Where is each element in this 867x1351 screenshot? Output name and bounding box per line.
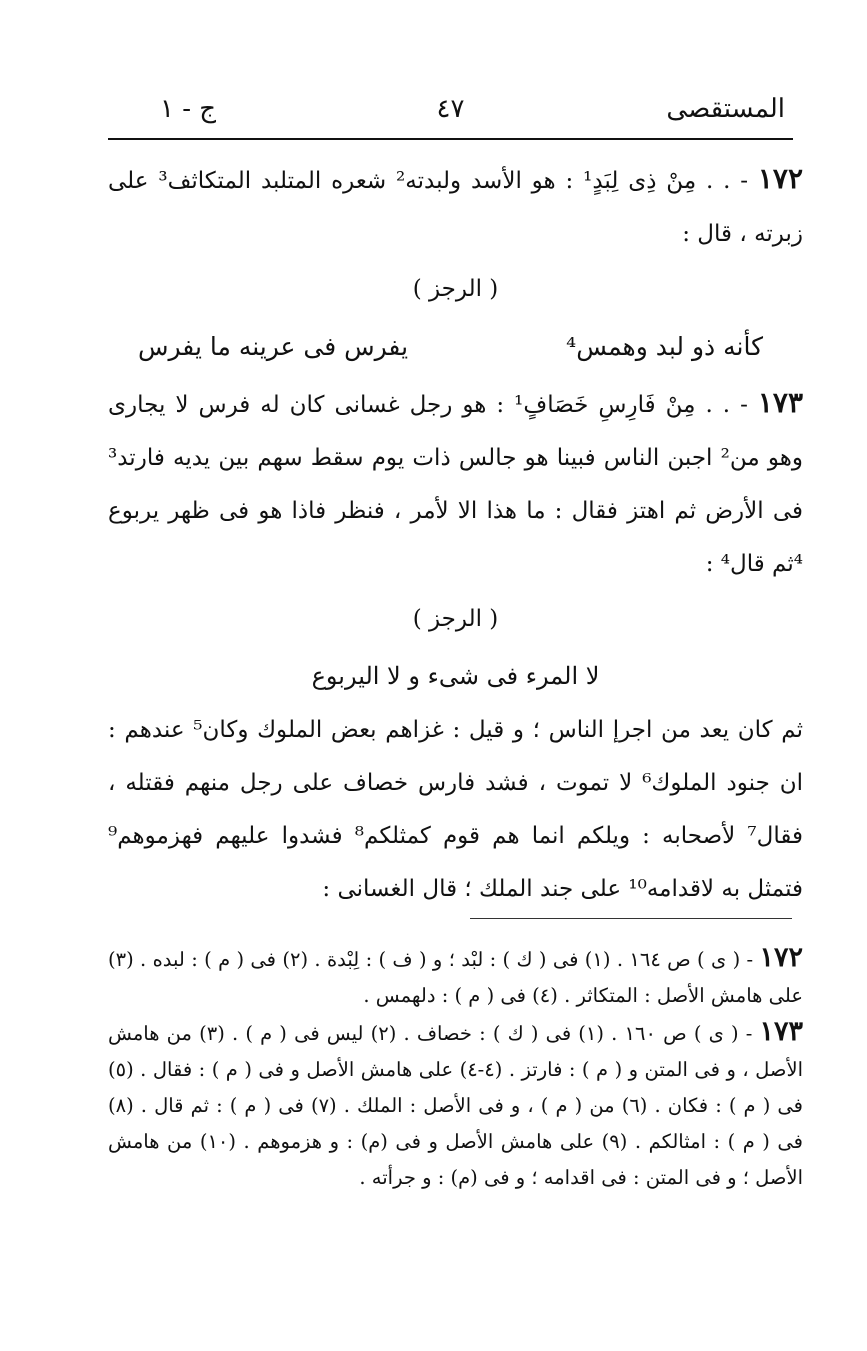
page-number: ٤٧: [436, 94, 465, 124]
meter-label: ( الرجز ): [412, 606, 499, 632]
book-title: المستقصى: [666, 94, 785, 124]
verse-line: لا المرء فى شىء و لا اليربوع: [311, 662, 600, 690]
footnote-number: ١٧٣: [759, 1016, 804, 1047]
verse-first-hemistich: كأنه ذو لبد وهمس⁴: [566, 332, 763, 361]
entry-number: ١٧٣: [757, 386, 803, 419]
verse-line: [108, 318, 803, 376]
entry-text: - . . مِنْ ذِى لِبَدٍ¹ : هو الأسد ولبدته² شعره المتلبد المتكاثف³ على زبرته ، قال :: [108, 168, 803, 247]
entry-173-continuation: ثم كان يعد من اجرإ الناس ؛ و قيل : غزاهم بعض الملوك وكان⁵ عندهم : ان جنود الملوك⁶ لا تموت ، فشد فارس خصاف على رجل منهم فقتله ، فقال⁷ لأصحابه : ويلكم انما هم قوم كمثلكم⁸ فشدوا عليهم فهزموهم⁹ فتمثل به لاقدامه¹⁰ على جند الملك ؛ قال الغسانى :: [108, 717, 803, 902]
entry-172: [108, 152, 803, 261]
footnote-172: [108, 940, 803, 1014]
footnote-text: - ( ى ) ص ١٦٤ . (١) فى ( ك ) : لبْد ؛ و ( ف ) : لِبْدة . (٢) فى ( م ) : لبده . (٣) على هامش الأصل : المتكاثر . (٤) فى ( م ) : دلهمس .: [108, 948, 803, 1007]
footnote-number: ١٧٢: [759, 942, 804, 973]
footnote-divider: [470, 918, 792, 919]
footnotes: [108, 940, 803, 1196]
header-rule: [108, 138, 793, 140]
footnote-text: - ( ى ) ص ١٦٠ . (١) فى ( ك ) : خصاف . (٢) ليس فى ( م ) . (٣) من هامش الأصل ، و فى المتن و ( م ) : فارتز . (٤-٤) على هامش الأصل و فى ( م ) : فقال . (٥) فى ( م ) : فكان . (٦) من ( م ) ، و فى الأصل : الملك . (٧) فى ( م ) : ثم قال . (٨) فى ( م ) : امثالكم . (٩) على هامش الأصل و فى (م) : و هزموهم . (١٠) من هامش الأصل ؛ و فى المتن : فى اقدامه ؛ و فى (م) : و جرأته .: [108, 1022, 803, 1189]
main-text: [108, 152, 803, 916]
entry-number: ١٧٢: [757, 162, 804, 195]
volume-label: ج - ١: [160, 94, 217, 124]
entry-173: [108, 376, 803, 591]
page-header: [108, 94, 793, 134]
entry-text: - . . مِنْ فَارِسِ خَصَافٍ¹ : هو رجل غسانى كان له فرس لا يجارى وهو من² اجبن الناس فبينا هو جالس ذات يوم سقط سهم بين يديه فارتد³ فى الأرض ثم اهتز فقال : ما هذا الا لأمر ، فنظر فاذا هو فى ظهر يربوع ⁴ثم قال⁴ :: [108, 392, 804, 577]
footnote-173: [108, 1014, 803, 1196]
meter-label: ( الرجز ): [412, 276, 499, 302]
verse-second-hemistich: يفرس فى عرينه ما يفرس: [138, 332, 409, 361]
